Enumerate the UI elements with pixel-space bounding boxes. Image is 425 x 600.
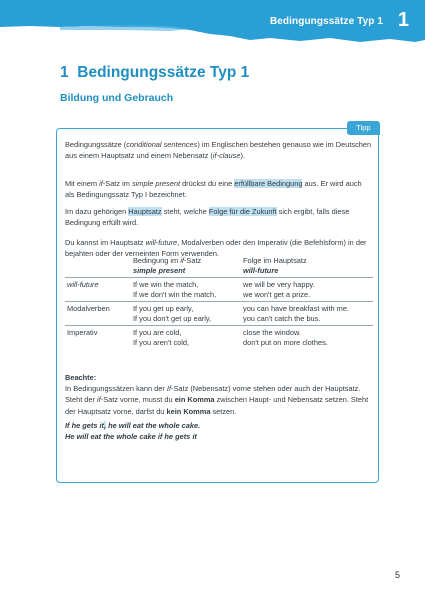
note-text: In Bedingungssätzen kann der If-Satz (Nebensatz) vorne stehen oder auch der Hauptsatz. Steht der if-Satz vorne, musst du ein Komma zwischen Haupt- und Nebensatz setzen. Steht der Hauptsatz vorne, darfst du kein Komma setzen. <box>65 384 369 416</box>
tip-box <box>56 123 379 483</box>
highlight-comma: , <box>104 420 107 430</box>
row-condition: If you get up early, If you don't get up early, <box>133 304 212 324</box>
tip-paragraph-4: Du kannst im Hauptsatz will-future, Modalverben oder den Imperativ (die Befehlsform) in der bejahten oder der verneinten Form verwenden. <box>65 238 367 259</box>
row-condition: If we win the match, If we don't win the match, <box>133 280 217 300</box>
conditional-table <box>65 254 373 350</box>
row-label: Modalverben <box>67 304 110 313</box>
table-header-condition: Bedingung im if-Satz simple present <box>133 256 202 276</box>
table-row <box>65 326 373 350</box>
row-result: close the window. don't put on more clothes. <box>243 328 328 348</box>
row-label: Imperativ <box>67 328 98 337</box>
highlight-hauptsatz: Hauptsatz <box>128 207 162 216</box>
header-title: Bedingungssätze Typ 1 <box>269 16 383 27</box>
table-header-result: Folge im Hauptsatz will-future <box>243 256 307 276</box>
page-number: 5 <box>395 570 401 580</box>
header-chapter-number: 1 <box>397 9 409 31</box>
tip-paragraph-3: Im dazu gehörigen Hauptsatz steht, welche Folge für die Zukunft sich ergibt, falls diese Bedingung erfüllt wird. <box>65 207 350 228</box>
section-title: Bildung und Gebrauch <box>60 92 174 104</box>
note-title: Beachte: <box>65 373 97 382</box>
highlight-erfuellbare-bedingung: erfüllbare Bedingung <box>234 179 303 188</box>
tip-paragraph-1: Bedingungssätze (conditional sentences) im Englischen bestehen genauso wie im Deutschen aus einem Hauptsatz und einem Nebensatz (if-clause). <box>65 140 372 161</box>
chapter-title <box>60 64 249 82</box>
tip-label: Tipp <box>347 121 379 135</box>
chapter-number: 1 <box>60 64 69 81</box>
table-header-row <box>65 254 373 278</box>
row-result: you can have breakfast with me. you can't catch the bus. <box>243 304 349 324</box>
note-section <box>65 372 373 442</box>
header-band <box>0 0 425 50</box>
table-row <box>65 278 373 302</box>
highlight-folge: Folge für die Zukunft <box>208 207 277 216</box>
tip-paragraph-2: Mit einem if-Satz im simple present drückst du eine erfüllbare Bedingung aus. Er wird auch als Bedingungssatz Typ I bezeichnet. <box>65 179 362 200</box>
row-result: we will be very happy. we won't get a prize. <box>243 280 315 300</box>
row-condition: If you are cold, If you aren't cold, <box>133 328 190 348</box>
table-row <box>65 302 373 326</box>
note-example-1: If he gets it, he will eat the whole cake. <box>65 420 201 430</box>
row-label: will-future <box>67 280 99 289</box>
chapter-title-text: Bedingungssätze Typ 1 <box>77 64 250 81</box>
note-example-2: He will eat the whole cake if he gets it <box>65 432 197 442</box>
